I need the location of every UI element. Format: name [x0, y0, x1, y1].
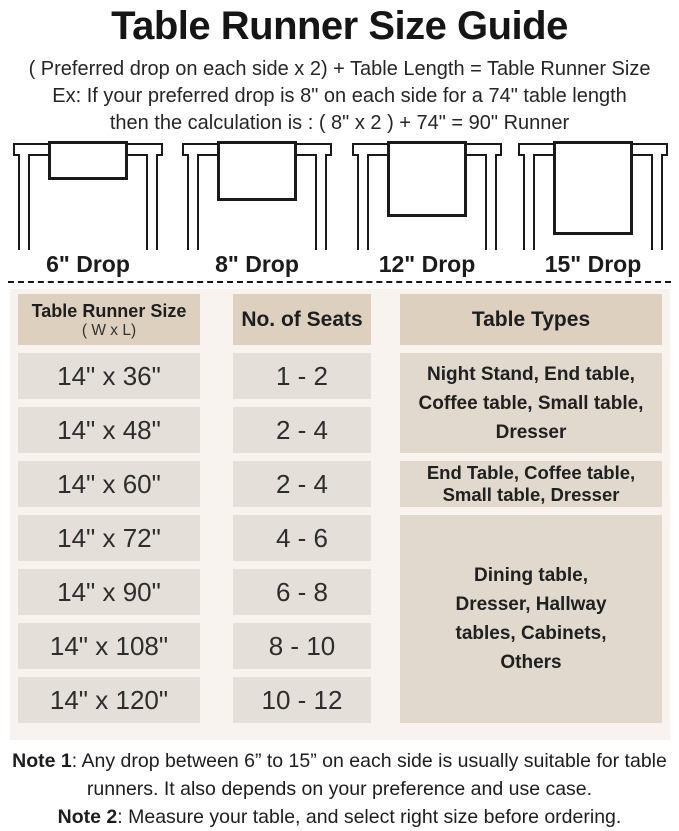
seats-cell: 4 - 6 [233, 515, 371, 561]
table-leg-right [651, 154, 663, 250]
note-1 [0, 747, 679, 803]
table-types-cell-small-tables: Night Stand, End table, Coffee table, Small table, Dresser [400, 353, 662, 453]
runner-size-cell: 14" x 72" [18, 515, 200, 561]
drop-labels-row [0, 250, 679, 280]
calculation-line: then the calculation is : ( 8" x 2 ) + 74" = 90" Runner [109, 112, 570, 134]
drop-diagrams [0, 140, 679, 250]
table-drop-diagram-15in [518, 140, 668, 250]
runner-drop-graphic [48, 141, 128, 180]
table-leg-left [18, 154, 30, 250]
size-guide-table [10, 289, 670, 740]
table-drop-diagram-8in [182, 140, 332, 250]
drop-label-15in: 15" Drop [544, 251, 642, 277]
footer-notes [0, 747, 679, 831]
table-drop-diagram-12in [352, 140, 502, 250]
header-runner-size [18, 294, 200, 345]
runner-size-cell: 14" x 36" [18, 353, 200, 399]
drop-label-12in: 12" Drop [378, 251, 476, 277]
runner-size-cell: 14" x 120" [18, 677, 200, 723]
table-leg-right [485, 154, 497, 250]
runner-size-cell: 14" x 108" [18, 623, 200, 669]
runner-drop-graphic [387, 141, 467, 217]
guide-header [0, 0, 679, 137]
seats-cell: 10 - 12 [233, 677, 371, 723]
page-title: Table Runner Size Guide [111, 4, 568, 48]
runner-size-cell: 14" x 60" [18, 461, 200, 507]
table-leg-left [523, 154, 535, 250]
note-2 [0, 803, 679, 831]
formula-line: ( Preferred drop on each side x 2) + Table Length = Table Runner Size [28, 58, 651, 80]
seats-cell: 8 - 10 [233, 623, 371, 669]
table-leg-right [315, 154, 327, 250]
runner-size-cell: 14" x 48" [18, 407, 200, 453]
seats-cell: 1 - 2 [233, 353, 371, 399]
seats-cell: 2 - 4 [233, 407, 371, 453]
drop-label-8in: 8" Drop [215, 251, 299, 277]
table-types-cell-medium-tables: End Table, Coffee table, Small table, Dresser [400, 461, 662, 507]
header-seats: No. of Seats [233, 294, 371, 345]
seats-cell: 2 - 4 [233, 461, 371, 507]
runner-drop-graphic [217, 141, 297, 201]
table-drop-diagram-6in [13, 140, 163, 250]
note-2-label: Note 2 [57, 806, 118, 828]
header-runner-size-sub: ( W x L) [81, 321, 137, 339]
table-leg-right [146, 154, 158, 250]
table-leg-left [357, 154, 369, 250]
header-runner-size-title: Table Runner Size [31, 300, 187, 321]
runner-drop-graphic [553, 141, 633, 235]
note-1-text: : Any drop between 6” to 15” on each side is usually suitable for table runners. It also depends on your preference and use case. [71, 750, 667, 800]
table-leg-left [187, 154, 199, 250]
dashed-divider [8, 281, 671, 283]
header-table-types: Table Types [400, 294, 662, 345]
example-line: Ex: If your preferred drop is 8" on each side for a 74" table length [52, 85, 627, 107]
note-2-text: : Measure your table, and select right size before ordering. [117, 806, 622, 828]
note-1-label: Note 1 [12, 750, 72, 772]
runner-size-cell: 14" x 90" [18, 569, 200, 615]
seats-cell: 6 - 8 [233, 569, 371, 615]
table-types-cell-large-tables: Dining table, Dresser, Hallway tables, Cabinets, Others [400, 515, 662, 723]
drop-label-6in: 6" Drop [46, 251, 130, 277]
